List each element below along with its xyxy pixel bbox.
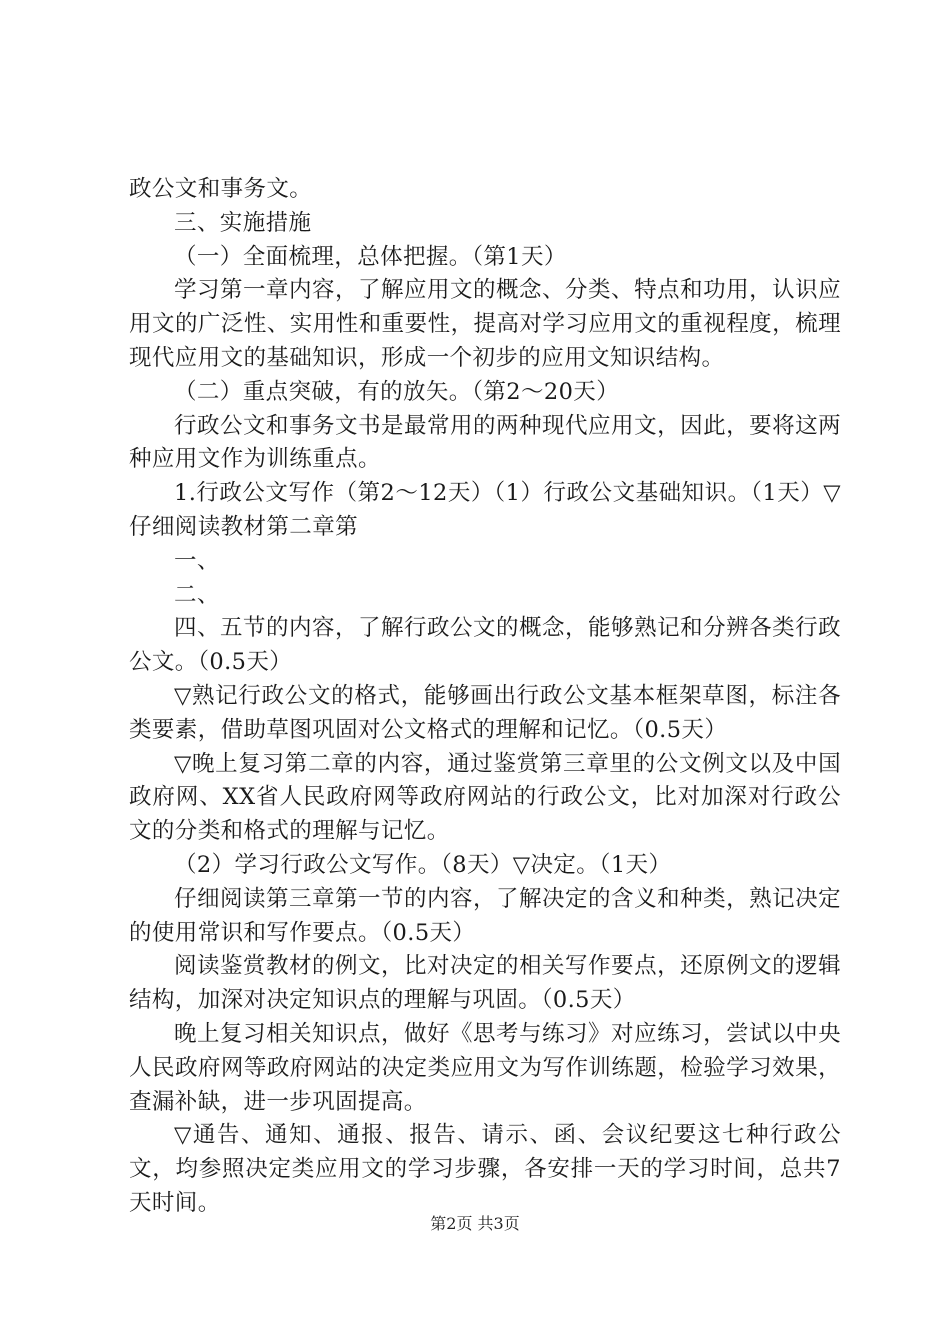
- section-heading: 三、实施措施: [174, 209, 312, 236]
- paragraph: 仔细阅读第三章第一节的内容，了解决定的含义和种类，熟记决定的使用常识和写作要点。（0.5天）: [129, 885, 841, 946]
- subsection-heading: （一）全面梳理，总体把握。（第1天）: [174, 243, 567, 270]
- paragraph: 政公文和事务文。: [129, 176, 313, 202]
- paragraph: 晚上复习相关知识点，做好《思考与练习》对应练习，尝试以中央人民政府网等政府网站的决定类应用文为写作训练题，检验学习效果，查漏补缺，进一步巩固提高。: [129, 1020, 841, 1115]
- paragraph: 1.行政公文写作（第2～12天）（1）行政公文基础知识。（1天）▽仔细阅读教材第二章第: [129, 480, 841, 540]
- paragraph: 一、: [174, 547, 220, 574]
- paragraph: 行政公文和事务文书是最常用的两种现代应用文，因此，要将这两种应用文作为训练重点。: [129, 412, 841, 473]
- paragraph: 四、五节的内容，了解行政公文的概念，能够熟记和分辨各类行政公文。（0.5天）: [129, 615, 841, 676]
- paragraph: ▽通告、通知、通报、报告、请示、函、会议纪要这七种行政公文，均参照决定类应用文的学习步骤，各安排一天的学习时间，总共7天时间。: [129, 1122, 841, 1216]
- paragraph: ▽熟记行政公文的格式，能够画出行政公文基本框架草图，标注各类要素，借助草图巩固对公文格式的理解和记忆。（0.5天）: [129, 682, 841, 743]
- paragraph: 学习第一章内容，了解应用文的概念、分类、特点和功用，认识应用文的广泛性、实用性和重要性，提高对学习应用文的重视程度，梳理现代应用文的基础知识，形成一个初步的应用文知识结构。: [129, 277, 841, 371]
- document-body: [129, 173, 841, 1221]
- subsection-heading: （二）重点突破，有的放矢。（第2～20天）: [174, 378, 620, 405]
- paragraph: （2）学习行政公文写作。（8天）▽决定。（1天）: [174, 851, 672, 878]
- paragraph: 二、: [174, 581, 220, 608]
- paragraph: ▽晚上复习第二章的内容，通过鉴赏第三章里的公文例文以及中国政府网、XX省人民政府网等政府网站的行政公文，比对加深对行政公文的分类和格式的理解与记忆。: [129, 750, 841, 845]
- paragraph: 阅读鉴赏教材的例文，比对决定的相关写作要点，还原例文的逻辑结构，加深对决定知识点的理解与巩固。（0.5天）: [129, 953, 841, 1014]
- page-number-footer: 第2页 共3页: [430, 1214, 520, 1233]
